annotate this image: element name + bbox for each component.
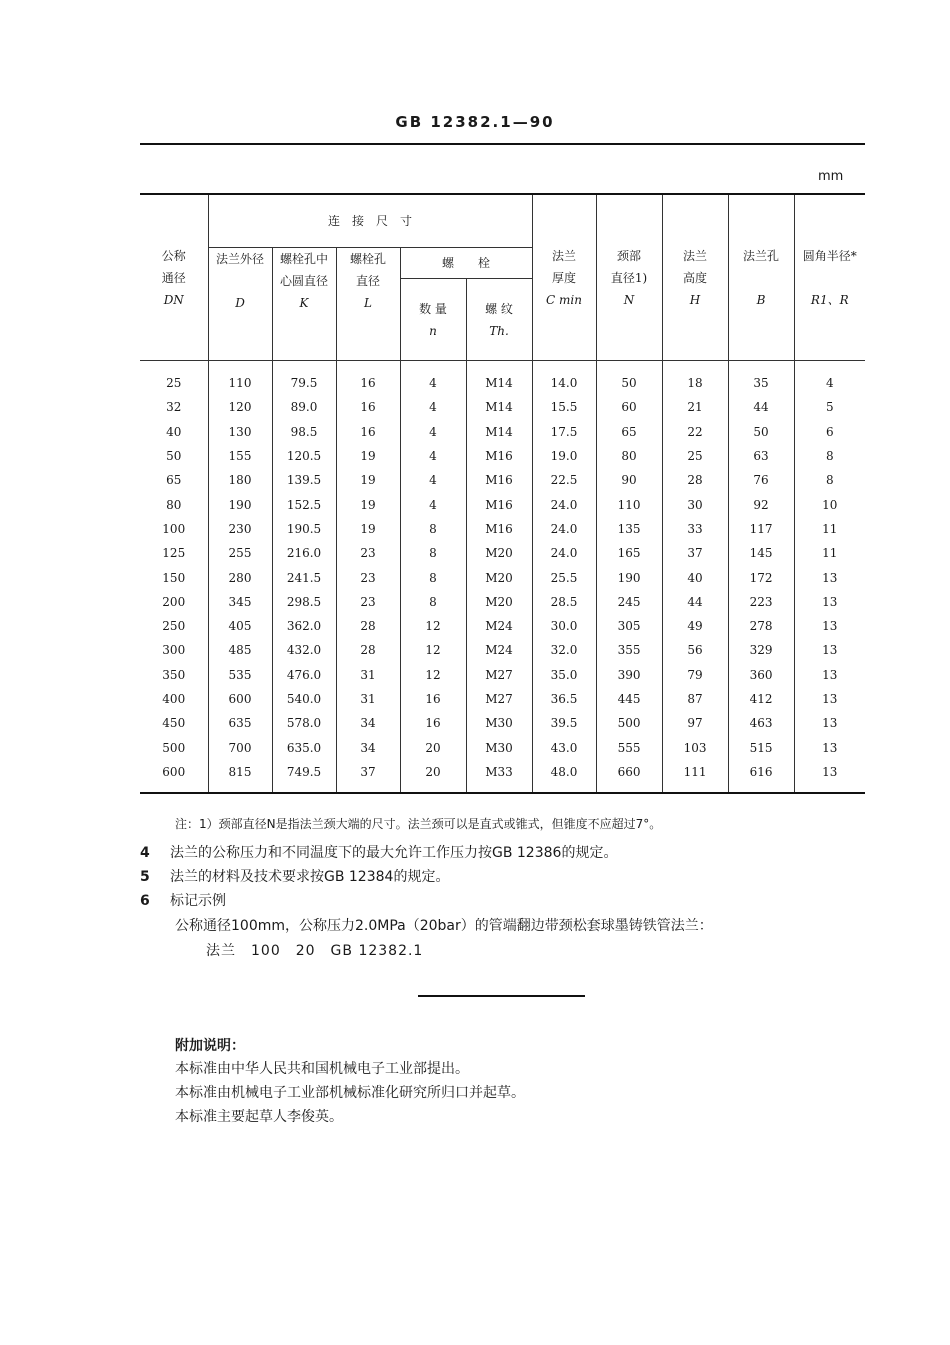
- table-row: [140, 395, 865, 419]
- table-cell: 25: [662, 444, 728, 468]
- table-cell: M20: [466, 590, 532, 614]
- table-cell: 19: [336, 517, 400, 541]
- table-cell: 390: [596, 663, 662, 687]
- document-code: GB 12382.1—90: [395, 113, 555, 131]
- table-cell: 23: [336, 541, 400, 565]
- table-cell: 16: [336, 420, 400, 444]
- unit-label: mm: [818, 169, 844, 184]
- table-cell: 4: [400, 492, 466, 516]
- table-cell: 22.5: [532, 468, 596, 492]
- table-cell: 43.0: [532, 735, 596, 759]
- table-cell: 22: [662, 420, 728, 444]
- header-corner-radius: 圆角半径* R1、R: [794, 194, 865, 361]
- table-cell: 180: [208, 468, 272, 492]
- table-cell: 463: [728, 711, 794, 735]
- table-cell: 412: [728, 687, 794, 711]
- table-cell: M24: [466, 638, 532, 662]
- table-cell: 80: [596, 444, 662, 468]
- table-cell: 19: [336, 444, 400, 468]
- table-cell: 700: [208, 735, 272, 759]
- appendix-title: 附加说明：: [175, 1038, 245, 1054]
- table-cell: 19: [336, 468, 400, 492]
- header-nominal-diameter: 公称 通径 DN: [140, 194, 208, 361]
- table-cell: 4: [400, 444, 466, 468]
- table-cell: 24.0: [532, 517, 596, 541]
- table-cell: 28: [336, 638, 400, 662]
- table-cell: 360: [728, 663, 794, 687]
- table-row: [140, 565, 865, 589]
- table-cell: 300: [162, 643, 186, 658]
- table-cell: 329: [728, 638, 794, 662]
- table-cell: 63: [728, 444, 794, 468]
- table-cell: 28: [662, 468, 728, 492]
- table-cell: 28: [336, 614, 400, 638]
- table-cell: 616: [728, 760, 794, 793]
- table-cell: 500: [596, 711, 662, 735]
- table-cell: M24: [466, 614, 532, 638]
- table-row: [140, 517, 865, 541]
- table-cell: 120.5: [272, 444, 336, 468]
- table-cell: 8: [794, 444, 865, 468]
- table-cell: 130: [208, 420, 272, 444]
- table-cell: 600: [208, 687, 272, 711]
- table-cell: 36.5: [532, 687, 596, 711]
- table-cell: 19.0: [532, 444, 596, 468]
- table-cell: 37: [662, 541, 728, 565]
- table-header: [140, 194, 865, 361]
- table-cell: 152.5: [272, 492, 336, 516]
- table-cell: 16: [400, 687, 466, 711]
- table-row: [140, 614, 865, 638]
- table-cell: 44: [728, 395, 794, 419]
- table-cell: 13: [794, 687, 865, 711]
- table-cell: 11: [794, 541, 865, 565]
- table-cell: 17.5: [532, 420, 596, 444]
- appendix-line-3: 本标准主要起草人李俊英。: [175, 1109, 343, 1125]
- table-cell: 18: [662, 361, 728, 396]
- table-cell: M20: [466, 541, 532, 565]
- clause-5: 5 法兰的材料及技术要求按GB 12384的规定。: [140, 869, 450, 885]
- table-cell: 350: [162, 667, 186, 682]
- table-cell: 60: [596, 395, 662, 419]
- table-cell: 485: [208, 638, 272, 662]
- table-cell: 37: [336, 760, 400, 793]
- table-cell: 40: [662, 565, 728, 589]
- table-cell: 13: [794, 590, 865, 614]
- table-cell: 12: [400, 614, 466, 638]
- table-cell: 50: [596, 361, 662, 396]
- table-cell: 97: [662, 711, 728, 735]
- table-row: [140, 361, 865, 396]
- table-cell: 298.5: [272, 590, 336, 614]
- table-row: [140, 444, 865, 468]
- table-cell: 635: [208, 711, 272, 735]
- table-cell: M16: [466, 517, 532, 541]
- table-cell: 4: [400, 420, 466, 444]
- table-cell: 44: [662, 590, 728, 614]
- table-cell: 540.0: [272, 687, 336, 711]
- table-cell: 280: [208, 565, 272, 589]
- table-row: [140, 468, 865, 492]
- example-description: 公称通径100mm，公称压力2.0MPa（20bar）的管端翻边带颈松套球墨铸铁管法兰：: [175, 918, 713, 934]
- table-cell: 23: [336, 565, 400, 589]
- table-cell: M14: [466, 395, 532, 419]
- table-cell: 155: [208, 444, 272, 468]
- table-cell: 815: [208, 760, 272, 793]
- table-cell: 515: [728, 735, 794, 759]
- table-cell: 25: [166, 376, 182, 391]
- table-cell: 355: [596, 638, 662, 662]
- table-cell: 10: [794, 492, 865, 516]
- table-cell: 89.0: [272, 395, 336, 419]
- table-row: [140, 687, 865, 711]
- header-connection-group: 连 接 尺 寸: [208, 194, 532, 248]
- table-cell: 65: [166, 473, 182, 488]
- table-cell: 13: [794, 711, 865, 735]
- table-cell: 13: [794, 614, 865, 638]
- table-cell: 24.0: [532, 541, 596, 565]
- table-cell: 16: [336, 361, 400, 396]
- header-bolt-circle: 螺栓孔中 心圆直径 K: [272, 248, 336, 361]
- table-cell: 450: [162, 716, 186, 731]
- table-cell: 8: [400, 590, 466, 614]
- table-cell: 4: [400, 361, 466, 396]
- table-cell: M30: [466, 711, 532, 735]
- table-cell: 13: [794, 735, 865, 759]
- table-cell: 76: [728, 468, 794, 492]
- table-cell: 165: [596, 541, 662, 565]
- table-row: [140, 663, 865, 687]
- table-cell: 660: [596, 760, 662, 793]
- table-cell: 4: [794, 361, 865, 396]
- table-cell: 120: [208, 395, 272, 419]
- table-cell: 13: [794, 565, 865, 589]
- table-cell: 23: [336, 590, 400, 614]
- table-cell: 20: [400, 735, 466, 759]
- table-cell: M30: [466, 735, 532, 759]
- section-divider: [418, 995, 585, 997]
- table-cell: 190: [596, 565, 662, 589]
- table-row: [140, 541, 865, 565]
- table-cell: 98.5: [272, 420, 336, 444]
- header-bolt-group: 螺 栓: [400, 248, 532, 279]
- table-cell: 16: [336, 395, 400, 419]
- table-cell: 34: [336, 711, 400, 735]
- table-cell: 25.5: [532, 565, 596, 589]
- table-cell: 476.0: [272, 663, 336, 687]
- table-cell: M33: [466, 760, 532, 793]
- table-cell: 49: [662, 614, 728, 638]
- table-cell: 110: [596, 492, 662, 516]
- table-cell: 34: [336, 735, 400, 759]
- table-cell: 223: [728, 590, 794, 614]
- table-cell: 110: [208, 361, 272, 396]
- table-cell: M14: [466, 361, 532, 396]
- table-cell: 4: [400, 395, 466, 419]
- table-cell: M27: [466, 687, 532, 711]
- table-cell: 405: [208, 614, 272, 638]
- table-cell: 19: [336, 492, 400, 516]
- header-bolt-thread: 螺 纹 Th.: [466, 279, 532, 361]
- table-cell: 125: [162, 546, 186, 561]
- table-cell: 30.0: [532, 614, 596, 638]
- table-cell: 92: [728, 492, 794, 516]
- table-cell: 50: [728, 420, 794, 444]
- table-cell: M20: [466, 565, 532, 589]
- table-body: [140, 361, 865, 794]
- table-cell: 250: [162, 619, 186, 634]
- table-cell: 12: [400, 638, 466, 662]
- table-cell: 190: [208, 492, 272, 516]
- table-cell: 8: [794, 468, 865, 492]
- table-cell: 100: [162, 521, 186, 536]
- table-cell: 445: [596, 687, 662, 711]
- table-cell: 12: [400, 663, 466, 687]
- table-cell: 39.5: [532, 711, 596, 735]
- header-bolt-count: 数 量 n: [400, 279, 466, 361]
- table-cell: 28.5: [532, 590, 596, 614]
- table-cell: 145: [728, 541, 794, 565]
- table-cell: 230: [208, 517, 272, 541]
- table-cell: 535: [208, 663, 272, 687]
- table-cell: 33: [662, 517, 728, 541]
- table-cell: 5: [794, 395, 865, 419]
- table-cell: 87: [662, 687, 728, 711]
- table-cell: 190.5: [272, 517, 336, 541]
- table-cell: 24.0: [532, 492, 596, 516]
- table-cell: 30: [662, 492, 728, 516]
- table-cell: 8: [400, 517, 466, 541]
- table-cell: 40: [166, 424, 182, 439]
- table-cell: 216.0: [272, 541, 336, 565]
- table-cell: 80: [166, 497, 182, 512]
- appendix-line-1: 本标准由中华人民共和国机械电子工业部提出。: [175, 1061, 469, 1077]
- table-cell: 32.0: [532, 638, 596, 662]
- table-cell: 79: [662, 663, 728, 687]
- table-cell: 150: [162, 570, 186, 585]
- table-cell: 600: [140, 760, 208, 793]
- table-cell: 65: [596, 420, 662, 444]
- table-cell: M16: [466, 468, 532, 492]
- appendix-line-2: 本标准由机械电子工业部机械标准化研究所归口并起草。: [175, 1085, 525, 1101]
- table-cell: 14.0: [532, 361, 596, 396]
- table-cell: M16: [466, 444, 532, 468]
- table-cell: 555: [596, 735, 662, 759]
- table-cell: 111: [662, 760, 728, 793]
- table-cell: 278: [728, 614, 794, 638]
- table-cell: 13: [794, 638, 865, 662]
- table-cell: 56: [662, 638, 728, 662]
- table-cell: 79.5: [272, 361, 336, 396]
- table-cell: M16: [466, 492, 532, 516]
- table-cell: 11: [794, 517, 865, 541]
- table-cell: 432.0: [272, 638, 336, 662]
- table-cell: 20: [400, 760, 466, 793]
- table-row: [140, 420, 865, 444]
- table-cell: 255: [208, 541, 272, 565]
- table-cell: 8: [400, 541, 466, 565]
- table-cell: 245: [596, 590, 662, 614]
- table-cell: 6: [794, 420, 865, 444]
- table-cell: 4: [400, 468, 466, 492]
- table-cell: 50: [166, 449, 182, 464]
- table-cell: 500: [162, 740, 186, 755]
- table-cell: 21: [662, 395, 728, 419]
- table-footnote: 注：1）颈部直径N是指法兰颈大端的尺寸。法兰颈可以是直式或锥式，但锥度不应超过7°。: [175, 817, 662, 831]
- table-cell: M14: [466, 420, 532, 444]
- table-cell: 90: [596, 468, 662, 492]
- table-cell: 32: [166, 400, 182, 415]
- table-cell: 200: [162, 594, 186, 609]
- table-cell: 16: [400, 711, 466, 735]
- table-cell: 362.0: [272, 614, 336, 638]
- table-row: [140, 711, 865, 735]
- table-cell: 305: [596, 614, 662, 638]
- table-cell: 13: [794, 663, 865, 687]
- header-thickness: 法兰 厚度 C min: [532, 194, 596, 361]
- table-cell: 241.5: [272, 565, 336, 589]
- table-cell: 13: [794, 760, 865, 793]
- table-cell: M27: [466, 663, 532, 687]
- clause-4: 4 法兰的公称压力和不同温度下的最大允许工作压力按GB 12386的规定。: [140, 845, 618, 861]
- header-flange-hole: 法兰孔 B: [728, 194, 794, 361]
- table-cell: 31: [336, 687, 400, 711]
- header-height: 法兰 高度 H: [662, 194, 728, 361]
- header-neck-diameter: 颈部 直径1) N: [596, 194, 662, 361]
- table-cell: 31: [336, 663, 400, 687]
- table-row: [140, 735, 865, 759]
- table-cell: 117: [728, 517, 794, 541]
- example-marking: 法兰 100 20 GB 12382.1: [206, 943, 424, 959]
- table-row: [140, 760, 865, 793]
- table-cell: 172: [728, 565, 794, 589]
- table-cell: 35: [728, 361, 794, 396]
- table-cell: 139.5: [272, 468, 336, 492]
- table-cell: 749.5: [272, 760, 336, 793]
- table-cell: 8: [400, 565, 466, 589]
- table-cell: 345: [208, 590, 272, 614]
- table-cell: 48.0: [532, 760, 596, 793]
- table-row: [140, 492, 865, 516]
- clause-6: 6 标记示例: [140, 893, 226, 909]
- table-row: [140, 590, 865, 614]
- table-cell: 15.5: [532, 395, 596, 419]
- table-cell: 578.0: [272, 711, 336, 735]
- header-bolt-hole: 螺栓孔 直径 L: [336, 248, 400, 361]
- table-cell: 103: [662, 735, 728, 759]
- flange-dimensions-table: [140, 193, 865, 794]
- header-rule: [140, 143, 865, 145]
- table-cell: 400: [162, 692, 186, 706]
- header-flange-od: 法兰外径 D: [208, 248, 272, 361]
- table-row: [140, 638, 865, 662]
- table-cell: 135: [596, 517, 662, 541]
- table-cell: 635.0: [272, 735, 336, 759]
- table-cell: 35.0: [532, 663, 596, 687]
